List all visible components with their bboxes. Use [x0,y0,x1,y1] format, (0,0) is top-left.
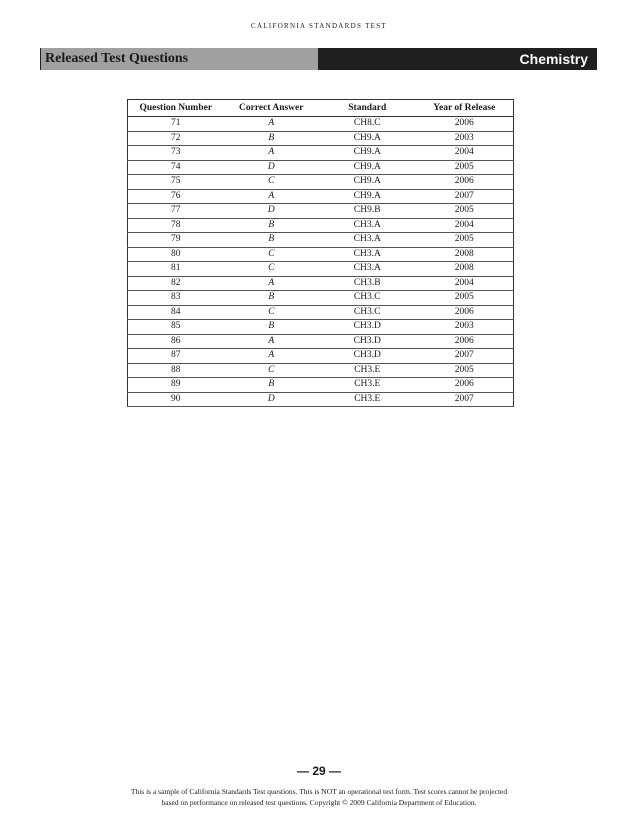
cell-question-number: 83 [128,291,224,306]
cell-question-number: 82 [128,276,224,291]
cell-question-number: 78 [128,218,224,233]
table-row [128,117,514,132]
table-row [128,218,514,233]
cell-correct-answer: B [224,378,319,393]
footer-disclaimer [60,786,578,808]
table-row [128,146,514,161]
table-row [128,175,514,190]
cell-year-of-release: 2006 [416,378,514,393]
cell-question-number: 85 [128,320,224,335]
cell-standard: CH9.A [319,189,416,204]
cell-correct-answer: B [224,218,319,233]
cell-correct-answer: A [224,189,319,204]
cell-question-number: 75 [128,175,224,190]
subject-title: Chemistry [318,48,597,70]
cell-standard: CH9.A [319,160,416,175]
table-row [128,378,514,393]
table-row [128,189,514,204]
cell-year-of-release: 2006 [416,334,514,349]
table-body [128,117,514,407]
cell-year-of-release: 2005 [416,363,514,378]
cell-standard: CH9.A [319,175,416,190]
cell-correct-answer: B [224,131,319,146]
cell-year-of-release: 2007 [416,189,514,204]
table-row [128,349,514,364]
cell-question-number: 71 [128,117,224,132]
cell-standard: CH3.C [319,291,416,306]
cell-standard: CH3.E [319,378,416,393]
cell-year-of-release: 2005 [416,160,514,175]
cell-correct-answer: A [224,334,319,349]
table-row [128,204,514,219]
cell-year-of-release: 2005 [416,204,514,219]
column-header-question-number: Question Number [128,100,224,117]
cell-question-number: 74 [128,160,224,175]
cell-year-of-release: 2007 [416,392,514,407]
cell-standard: CH3.B [319,276,416,291]
cell-standard: CH3.D [319,349,416,364]
table-row [128,160,514,175]
cell-question-number: 80 [128,247,224,262]
cell-standard: CH3.A [319,247,416,262]
cell-correct-answer: A [224,146,319,161]
cell-correct-answer: C [224,247,319,262]
answer-key-table [127,99,514,407]
cell-correct-answer: D [224,160,319,175]
column-header-correct-answer: Correct Answer [224,100,319,117]
table-header [128,100,514,117]
cell-standard: CH8.C [319,117,416,132]
table-row [128,363,514,378]
cell-correct-answer: C [224,305,319,320]
cell-standard: CH3.A [319,218,416,233]
cell-standard: CH9.A [319,146,416,161]
cell-year-of-release: 2008 [416,262,514,277]
table-row [128,233,514,248]
footer-line-1: This is a sample of California Standards Test questions. This is NOT an operational test form. Test scores cannot be projected [130,787,508,796]
table-row [128,291,514,306]
cell-question-number: 89 [128,378,224,393]
cell-year-of-release: 2003 [416,320,514,335]
cell-correct-answer: A [224,349,319,364]
cell-year-of-release: 2004 [416,146,514,161]
cell-standard: CH9.B [319,204,416,219]
cell-year-of-release: 2007 [416,349,514,364]
table-row [128,262,514,277]
cell-year-of-release: 2004 [416,218,514,233]
cell-question-number: 90 [128,392,224,407]
cell-question-number: 86 [128,334,224,349]
table-row [128,247,514,262]
cell-year-of-release: 2006 [416,175,514,190]
table-row [128,320,514,335]
cell-correct-answer: B [224,233,319,248]
table-row [128,276,514,291]
table-row [128,131,514,146]
cell-correct-answer: C [224,363,319,378]
cell-question-number: 73 [128,146,224,161]
running-header: CALIFORNIA STANDARDS TEST [250,22,388,30]
footer-line-2: based on performance on released test questions. Copyright © 2009 California Department of Education. [161,798,477,807]
cell-standard: CH3.D [319,320,416,335]
cell-standard: CH9.A [319,131,416,146]
cell-question-number: 79 [128,233,224,248]
cell-standard: CH3.A [319,262,416,277]
page-number: — 29 — [296,764,341,778]
cell-question-number: 87 [128,349,224,364]
cell-question-number: 72 [128,131,224,146]
cell-correct-answer: B [224,291,319,306]
cell-year-of-release: 2004 [416,276,514,291]
table-row [128,392,514,407]
table-row [128,334,514,349]
column-header-year-of-release: Year of Release [416,100,514,117]
cell-correct-answer: D [224,204,319,219]
cell-correct-answer: A [224,276,319,291]
cell-year-of-release: 2006 [416,305,514,320]
cell-correct-answer: C [224,175,319,190]
cell-standard: CH3.E [319,363,416,378]
cell-question-number: 84 [128,305,224,320]
section-title: Released Test Questions [40,48,318,70]
cell-question-number: 81 [128,262,224,277]
cell-correct-answer: B [224,320,319,335]
title-bar [40,48,597,70]
cell-standard: CH3.E [319,392,416,407]
column-header-standard: Standard [319,100,416,117]
cell-standard: CH3.D [319,334,416,349]
cell-question-number: 77 [128,204,224,219]
cell-question-number: 76 [128,189,224,204]
table-row [128,305,514,320]
cell-year-of-release: 2005 [416,291,514,306]
cell-year-of-release: 2003 [416,131,514,146]
table-header-row [128,100,514,117]
cell-correct-answer: D [224,392,319,407]
cell-correct-answer: C [224,262,319,277]
cell-standard: CH3.C [319,305,416,320]
cell-question-number: 88 [128,363,224,378]
cell-year-of-release: 2006 [416,117,514,132]
cell-year-of-release: 2005 [416,233,514,248]
cell-correct-answer: A [224,117,319,132]
cell-year-of-release: 2008 [416,247,514,262]
cell-standard: CH3.A [319,233,416,248]
